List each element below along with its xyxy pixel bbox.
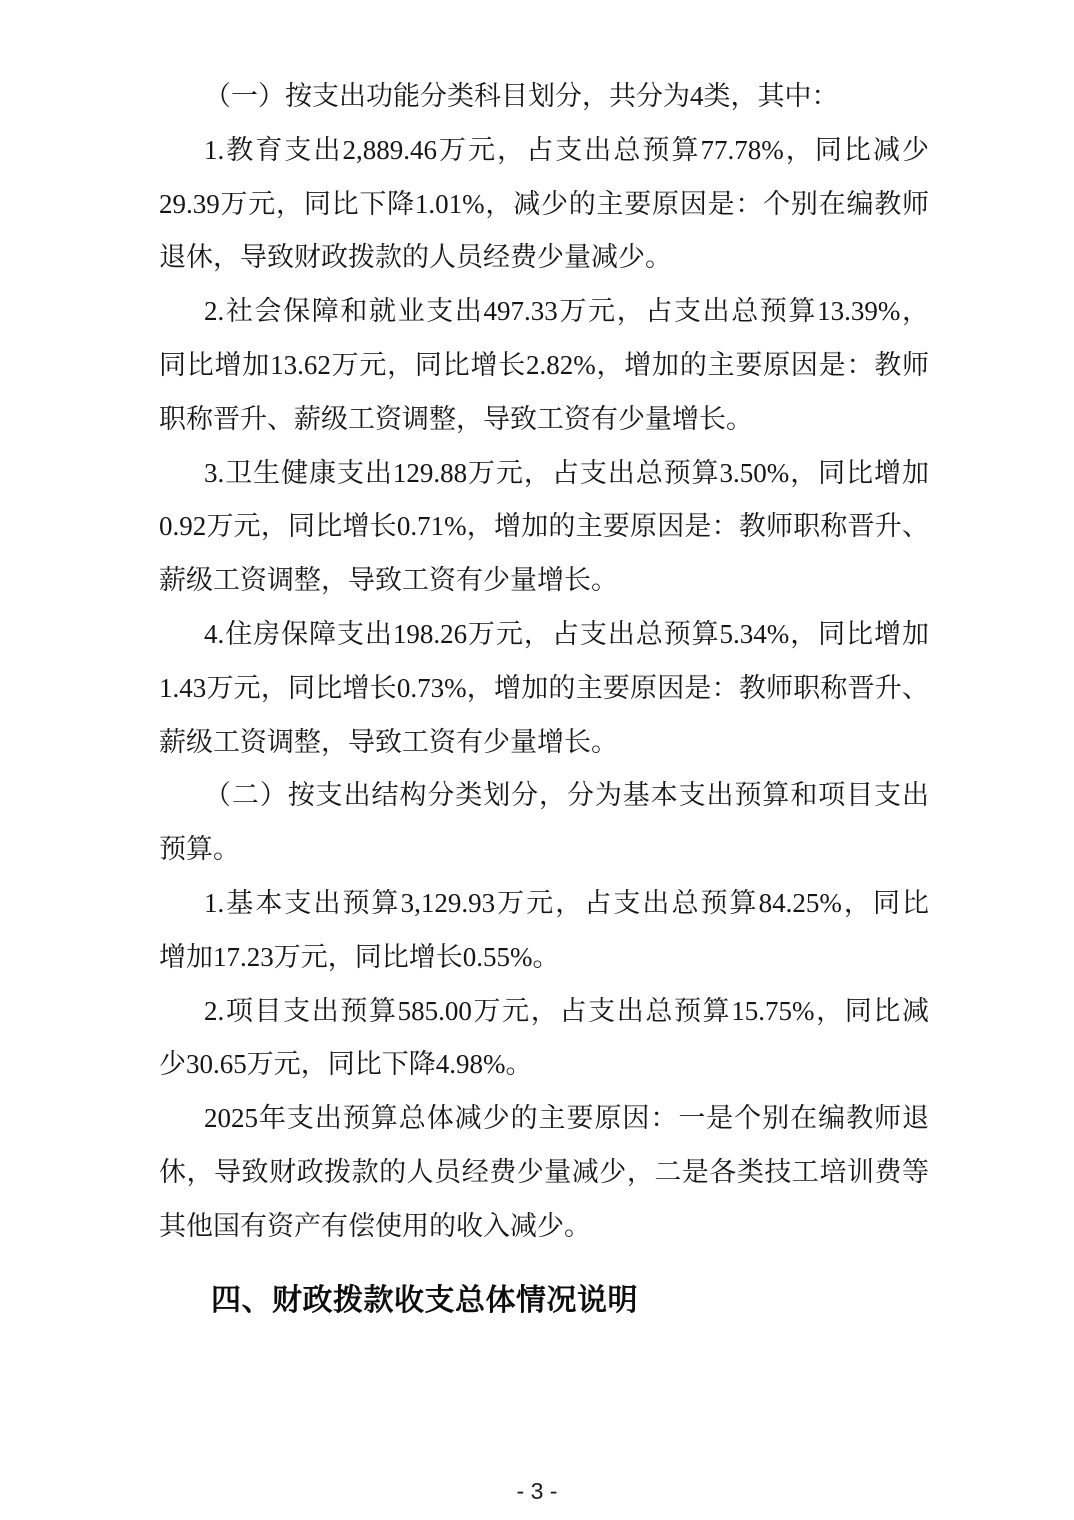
text-line: 其他国有资产有偿使用的收入减少。: [159, 1210, 591, 1241]
text-line: （二）按支出结构分类划分，分为基本支出预算和项目支出: [204, 780, 929, 811]
text-line: 3.卫生健康支出129.88万元，占支出总预算3.50%，同比增加: [204, 457, 929, 488]
text-line: 休，导致财政拨款的人员经费少量减少，二是各类技工培训费等: [159, 1156, 929, 1187]
text-line: 4.住房保障支出198.26万元，占支出总预算5.34%，同比增加: [204, 618, 929, 649]
text-line: 职称晋升、薪级工资调整，导致工资有少量增长。: [159, 403, 753, 434]
text-line: 2.社会保障和就业支出497.33万元，占支出总预算13.39%，: [204, 296, 929, 327]
section-heading: 四、财政拨款收支总体情况说明: [211, 1283, 638, 1317]
text-line: 预算。: [159, 834, 240, 865]
text-line: 退休，导致财政拨款的人员经费少量减少。: [159, 242, 672, 273]
text-line: 少30.65万元，同比下降4.98%。: [159, 1049, 533, 1080]
text-line: 0.92万元，同比增长0.71%，增加的主要原因是：教师职称晋升、: [159, 511, 929, 542]
text-line: 1.教育支出2,889.46万元，占支出总预算77.78%，同比减少: [204, 134, 929, 165]
text-line: 1.基本支出预算3,129.93万元，占支出总预算84.25%，同比: [204, 887, 929, 918]
text-line: 薪级工资调整，导致工资有少量增长。: [159, 726, 618, 757]
page-number: - 3 -: [516, 1478, 558, 1504]
text-line: 同比增加13.62万元，同比增长2.82%，增加的主要原因是：教师: [159, 349, 929, 380]
text-line: 29.39万元，同比下降1.01%，减少的主要原因是：个别在编教师: [159, 188, 929, 219]
text-line: 薪级工资调整，导致工资有少量增长。: [159, 565, 618, 596]
text-line: 2025年支出预算总体减少的主要原因：一是个别在编教师退: [204, 1103, 929, 1134]
text-line: 1.43万元，同比增长0.73%，增加的主要原因是：教师职称晋升、: [159, 672, 929, 703]
document-body: [159, 70, 929, 1327]
text-line: 增加17.23万元，同比增长0.55%。: [159, 941, 560, 972]
text-line: 2.项目支出预算585.00万元，占支出总预算15.75%，同比减: [204, 995, 929, 1026]
text-line: （一）按支出功能分类科目划分，共分为4类，其中：: [204, 81, 839, 111]
